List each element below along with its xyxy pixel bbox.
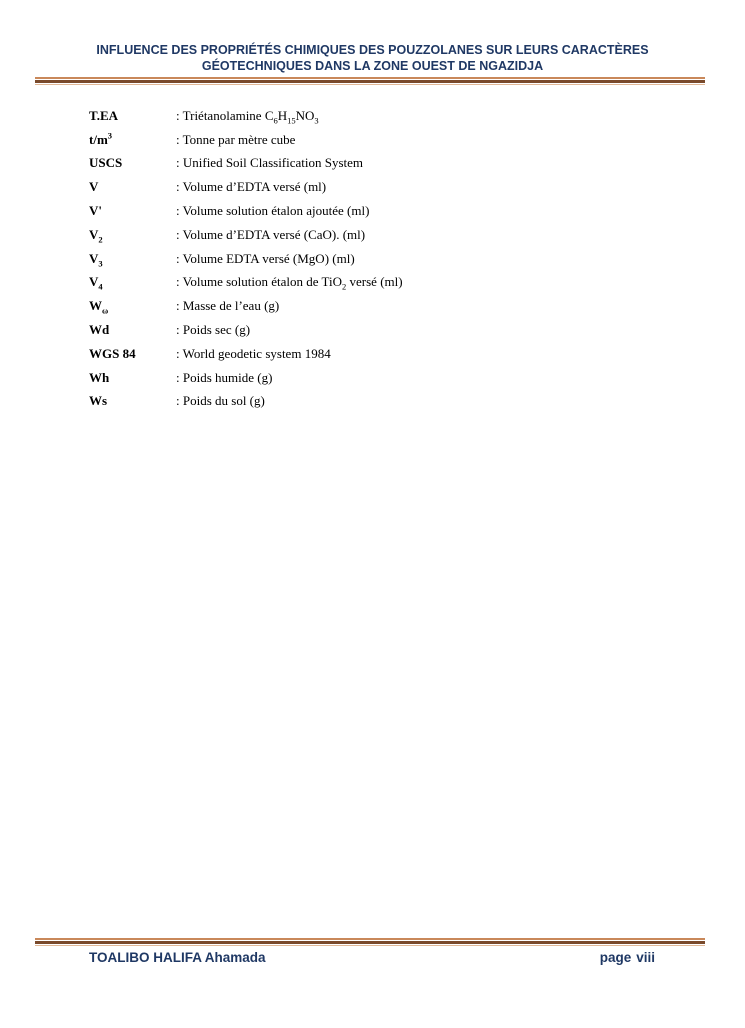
abbreviation-term: $t/m^3$ [89,130,113,147]
abbreviation-definition: : Poids sec (g) [176,322,251,338]
list-item [89,294,649,318]
header-divider [35,77,705,85]
abbreviation-definition: : Masse de l’eau (g) [176,298,280,314]
abbreviation-term: Ws [89,393,108,409]
list-item [89,223,649,247]
abbreviation-definition: : Poids du sol (g) [176,393,265,409]
abbreviation-term: Wh [89,369,110,385]
list-item [89,128,649,152]
list-item [89,199,649,223]
abbreviation-definition: : Volume EDTA versé (MgO) (ml) [176,250,355,266]
footer-author: TOALIBO HALIFA Ahamada [89,950,266,965]
list-item [89,318,649,342]
list-item [89,104,649,128]
abbreviation-definition: : Volume solution étalon ajoutée (ml) [176,203,370,219]
abbreviation-term: T.EA [89,107,119,123]
footer-divider [35,938,705,946]
abbreviation-definition: : Volume d’EDTA versé (CaO). (ml) [176,226,366,242]
abbreviation-term: $V_4$ [89,274,103,293]
abbreviation-term: $V_2$ [89,226,103,245]
abbreviation-term: USCS [89,155,123,171]
abbreviation-term: WGS 84 [89,345,136,361]
list-item [89,366,649,390]
list-item [89,247,649,271]
abbreviation-definition: : World geodetic system 1984 [176,345,331,361]
list-item [89,342,649,366]
abbreviation-definition: : Triétanolamine $C_6H_{15}NO_3$ [176,107,319,126]
list-item [89,390,649,414]
page-number-value: viii [636,950,655,965]
abbreviation-definition: : Unified Soil Classification System [176,155,364,171]
abbreviation-term: V' [89,203,102,219]
page-label: page [599,950,632,965]
list-item [89,152,649,176]
running-header [60,42,685,74]
running-header-line-1: INFLUENCE DES PROPRIÉTÉS CHIMIQUES DES POUZZOLANES SUR LEURS CARACTÈRES [96,43,649,57]
page-number [600,950,655,965]
abbreviation-list [89,104,649,413]
abbreviation-definition: : Poids humide (g) [176,369,273,385]
abbreviation-definition: : Volume d’EDTA versé (ml) [176,179,327,195]
list-item [89,175,649,199]
running-header-line-2: GÉOTECHNIQUES DANS LA ZONE OUEST DE NGAZIDJA [201,59,544,73]
abbreviation-definition: : Volume solution étalon de TiO$_2$ versé (ml) [176,274,403,293]
abbreviation-term: $V_3$ [89,250,103,269]
abbreviation-term: V [89,179,99,195]
abbreviation-term: $W_\omega$ [89,298,109,316]
abbreviation-definition: : Tonne par mètre cube [176,131,296,147]
abbreviation-term: Wd [89,322,110,338]
list-item [89,271,649,295]
